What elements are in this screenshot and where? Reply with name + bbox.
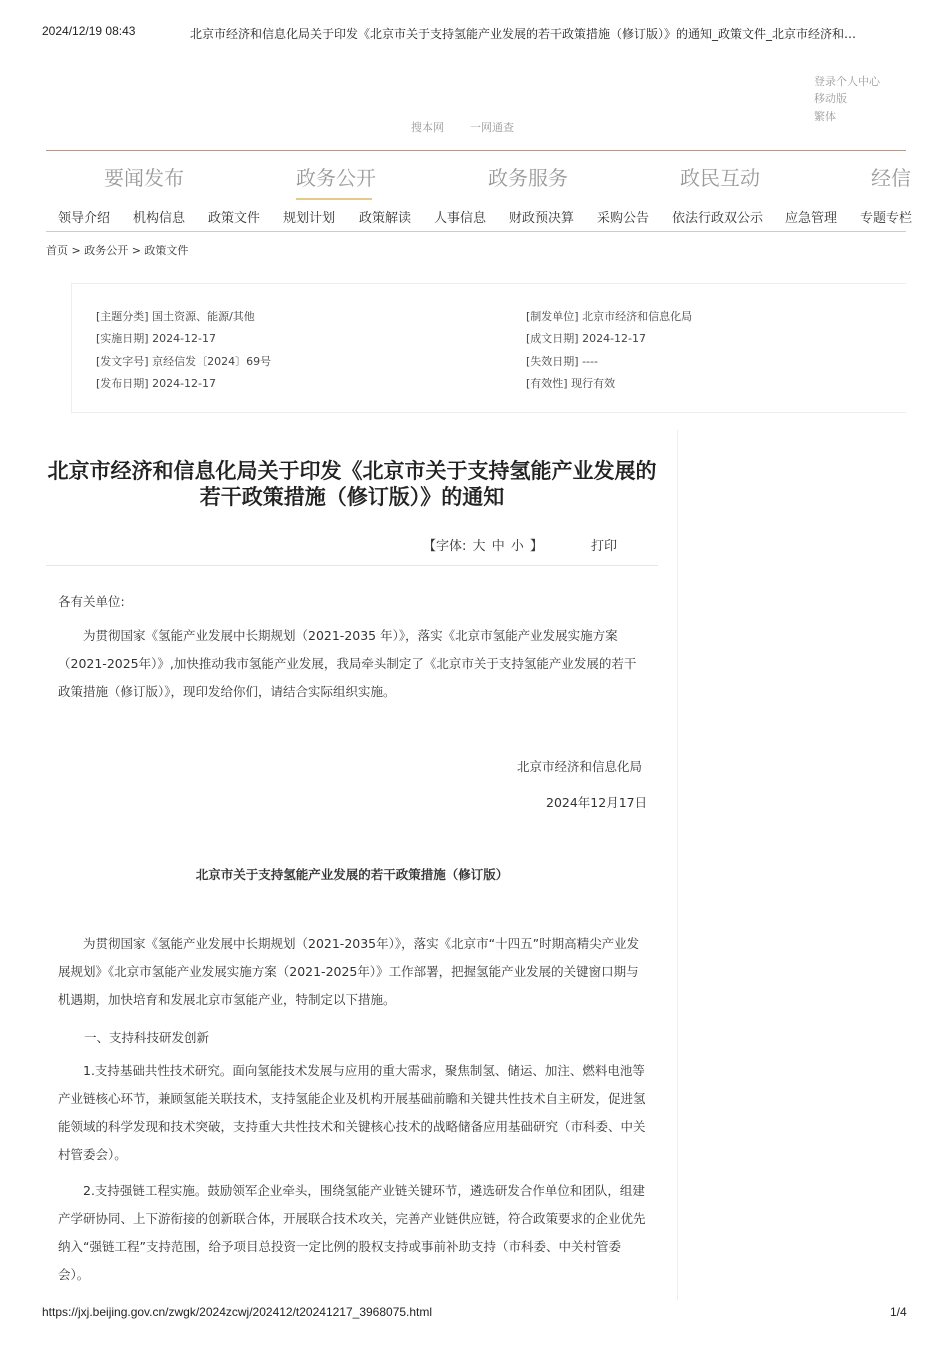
meta-issuer: [制发单位] 北京市经济和信息化局 [526,310,693,323]
subnav-special-topics[interactable]: 专题专栏 [860,211,913,226]
document-title: 北京市经济和信息化局关于印发《北京市关于支持氢能产业发展的若干政策措施（修订版）》的通知 [47,459,657,509]
unified-search-link[interactable]: 一网通查 [470,121,514,134]
subnav-leaders[interactable]: 领导介绍 [58,211,111,226]
meta-expiry-date: [失效日期] ---- [526,355,598,368]
sign-date: 2024年12月17日 [546,795,648,810]
page-url: https://jxj.beijing.gov.cn/zwgk/2024zcwj/202412/t20241217_3968075.html [42,1305,433,1319]
font-size-control [422,535,544,554]
sidebar-divider [677,430,678,1300]
document-meta-box [71,283,906,413]
nav-economy-info[interactable]: 经信 [871,166,911,190]
print-page-title: 北京市经济和信息化局关于印发《北京市关于支持氢能产业发展的若干政策措施（修订版）》的通知_政策文件_北京市经济和… [190,27,857,41]
paragraph-1: 为贯彻国家《氢能产业发展中长期规划（2021-2035年）》，落实《北京市“十四五”时期高精尖产业发展规划》《北京市氢能产业发展实施方案（2021-2025年）》工作部署，把握氢能产业发展的关键窗口期与机遇期，加快培育和发展北京市氢能产业，特制定以下措施。 [58,936,640,1007]
meta-written-date: [成文日期] 2024-12-17 [526,332,647,345]
subnav-plans[interactable]: 规划计划 [283,211,336,226]
subnav-emergency[interactable]: 应急管理 [785,211,838,226]
intro-paragraph: 为贯彻国家《氢能产业发展中长期规划（2021-2035 年）》，落实《北京市氢能产业发展实施方案（2021-2025年）》,加快推动我市氢能产业发展，我局牵头制定了《北京市关于支持氢能产业发展的若干政策措施（修订版）》，现印发给你们，请结合实际组织实施。 [58,628,637,699]
site-search-link[interactable]: 搜本网 [411,121,444,134]
font-label-open: 【字体: [423,539,467,554]
subnav-organization[interactable]: 机构信息 [133,211,186,226]
print-button[interactable]: 打印 [591,539,618,554]
subnav-policy-docs[interactable]: 政策文件 [208,211,261,226]
heading-1: 一、支持科技研发创新 [84,1030,210,1045]
meta-effective-date: [实施日期] 2024-12-17 [96,332,217,345]
section-title: 北京市关于支持氢能产业发展的若干政策措施（修订版） [195,867,509,882]
salutation: 各有关单位: [58,594,125,609]
font-medium-button[interactable]: 中 [491,539,505,554]
mobile-version-link[interactable]: 移动版 [814,92,847,105]
meta-publish-date: [发布日期] 2024-12-17 [96,377,217,390]
title-divider [46,565,658,566]
nav-government-services[interactable]: 政务服务 [488,166,568,190]
login-link[interactable]: 登录个人中心 [814,75,880,88]
page-number: 1/4 [890,1305,907,1319]
traditional-chinese-link[interactable]: 繁体 [814,110,836,123]
subnav-personnel[interactable]: 人事信息 [434,211,487,226]
header-divider [46,150,906,151]
breadcrumb[interactable]: 首页 > 政务公开 > 政策文件 [46,244,189,257]
subnav-procurement[interactable]: 采购公告 [597,211,650,226]
meta-doc-number: [发文字号] 京经信发〔2024〕69号 [96,355,272,368]
item-2: 2.支持强链工程实施。鼓励领军企业牵头，围绕氢能产业链关键环节，遴选研发合作单位和团队，组建产学研协同、上下游衔接的创新联合体，开展联合技术攻关，完善产业链供应链，符合政策要求的企业优先纳入“强链工程”支持范围，给予项目总投资一定比例的股权支持或事前补助支持（市科委、中关村管委会）。 [58,1183,646,1282]
font-small-button[interactable]: 小 [510,539,524,554]
nav-active-indicator [296,198,372,200]
signature: 北京市经济和信息化局 [517,759,643,774]
nav-interaction[interactable]: 政民互动 [680,166,760,190]
print-date: 2024/12/19 08:43 [42,24,136,38]
nav-government-affairs[interactable]: 政务公开 [296,166,376,190]
subnav-divider [46,231,906,232]
font-label-close: 】 [530,539,544,554]
meta-validity: [有效性] 现行有效 [526,377,616,390]
font-large-button[interactable]: 大 [472,539,486,554]
subnav-budget[interactable]: 财政预决算 [509,211,575,226]
nav-news[interactable]: 要闻发布 [104,166,184,190]
meta-topic: [主题分类] 国土资源、能源/其他 [96,310,255,323]
item-1: 1.支持基础共性技术研究。面向氢能技术发展与应用的重大需求，聚焦制氢、储运、加注、燃料电池等产业链核心环节，兼顾氢能关联技术，支持氢能企业及机构开展基础前瞻和关键共性技术自主研发，促进氢能领域的科学发现和技术突破，支持重大共性技术和关键核心技术的战略储备应用基础研究（市科委、中关村管委会）。 [58,1063,646,1162]
subnav-interpretation[interactable]: 政策解读 [359,211,412,226]
subnav-admin-disclosure[interactable]: 依法行政双公示 [672,211,764,226]
